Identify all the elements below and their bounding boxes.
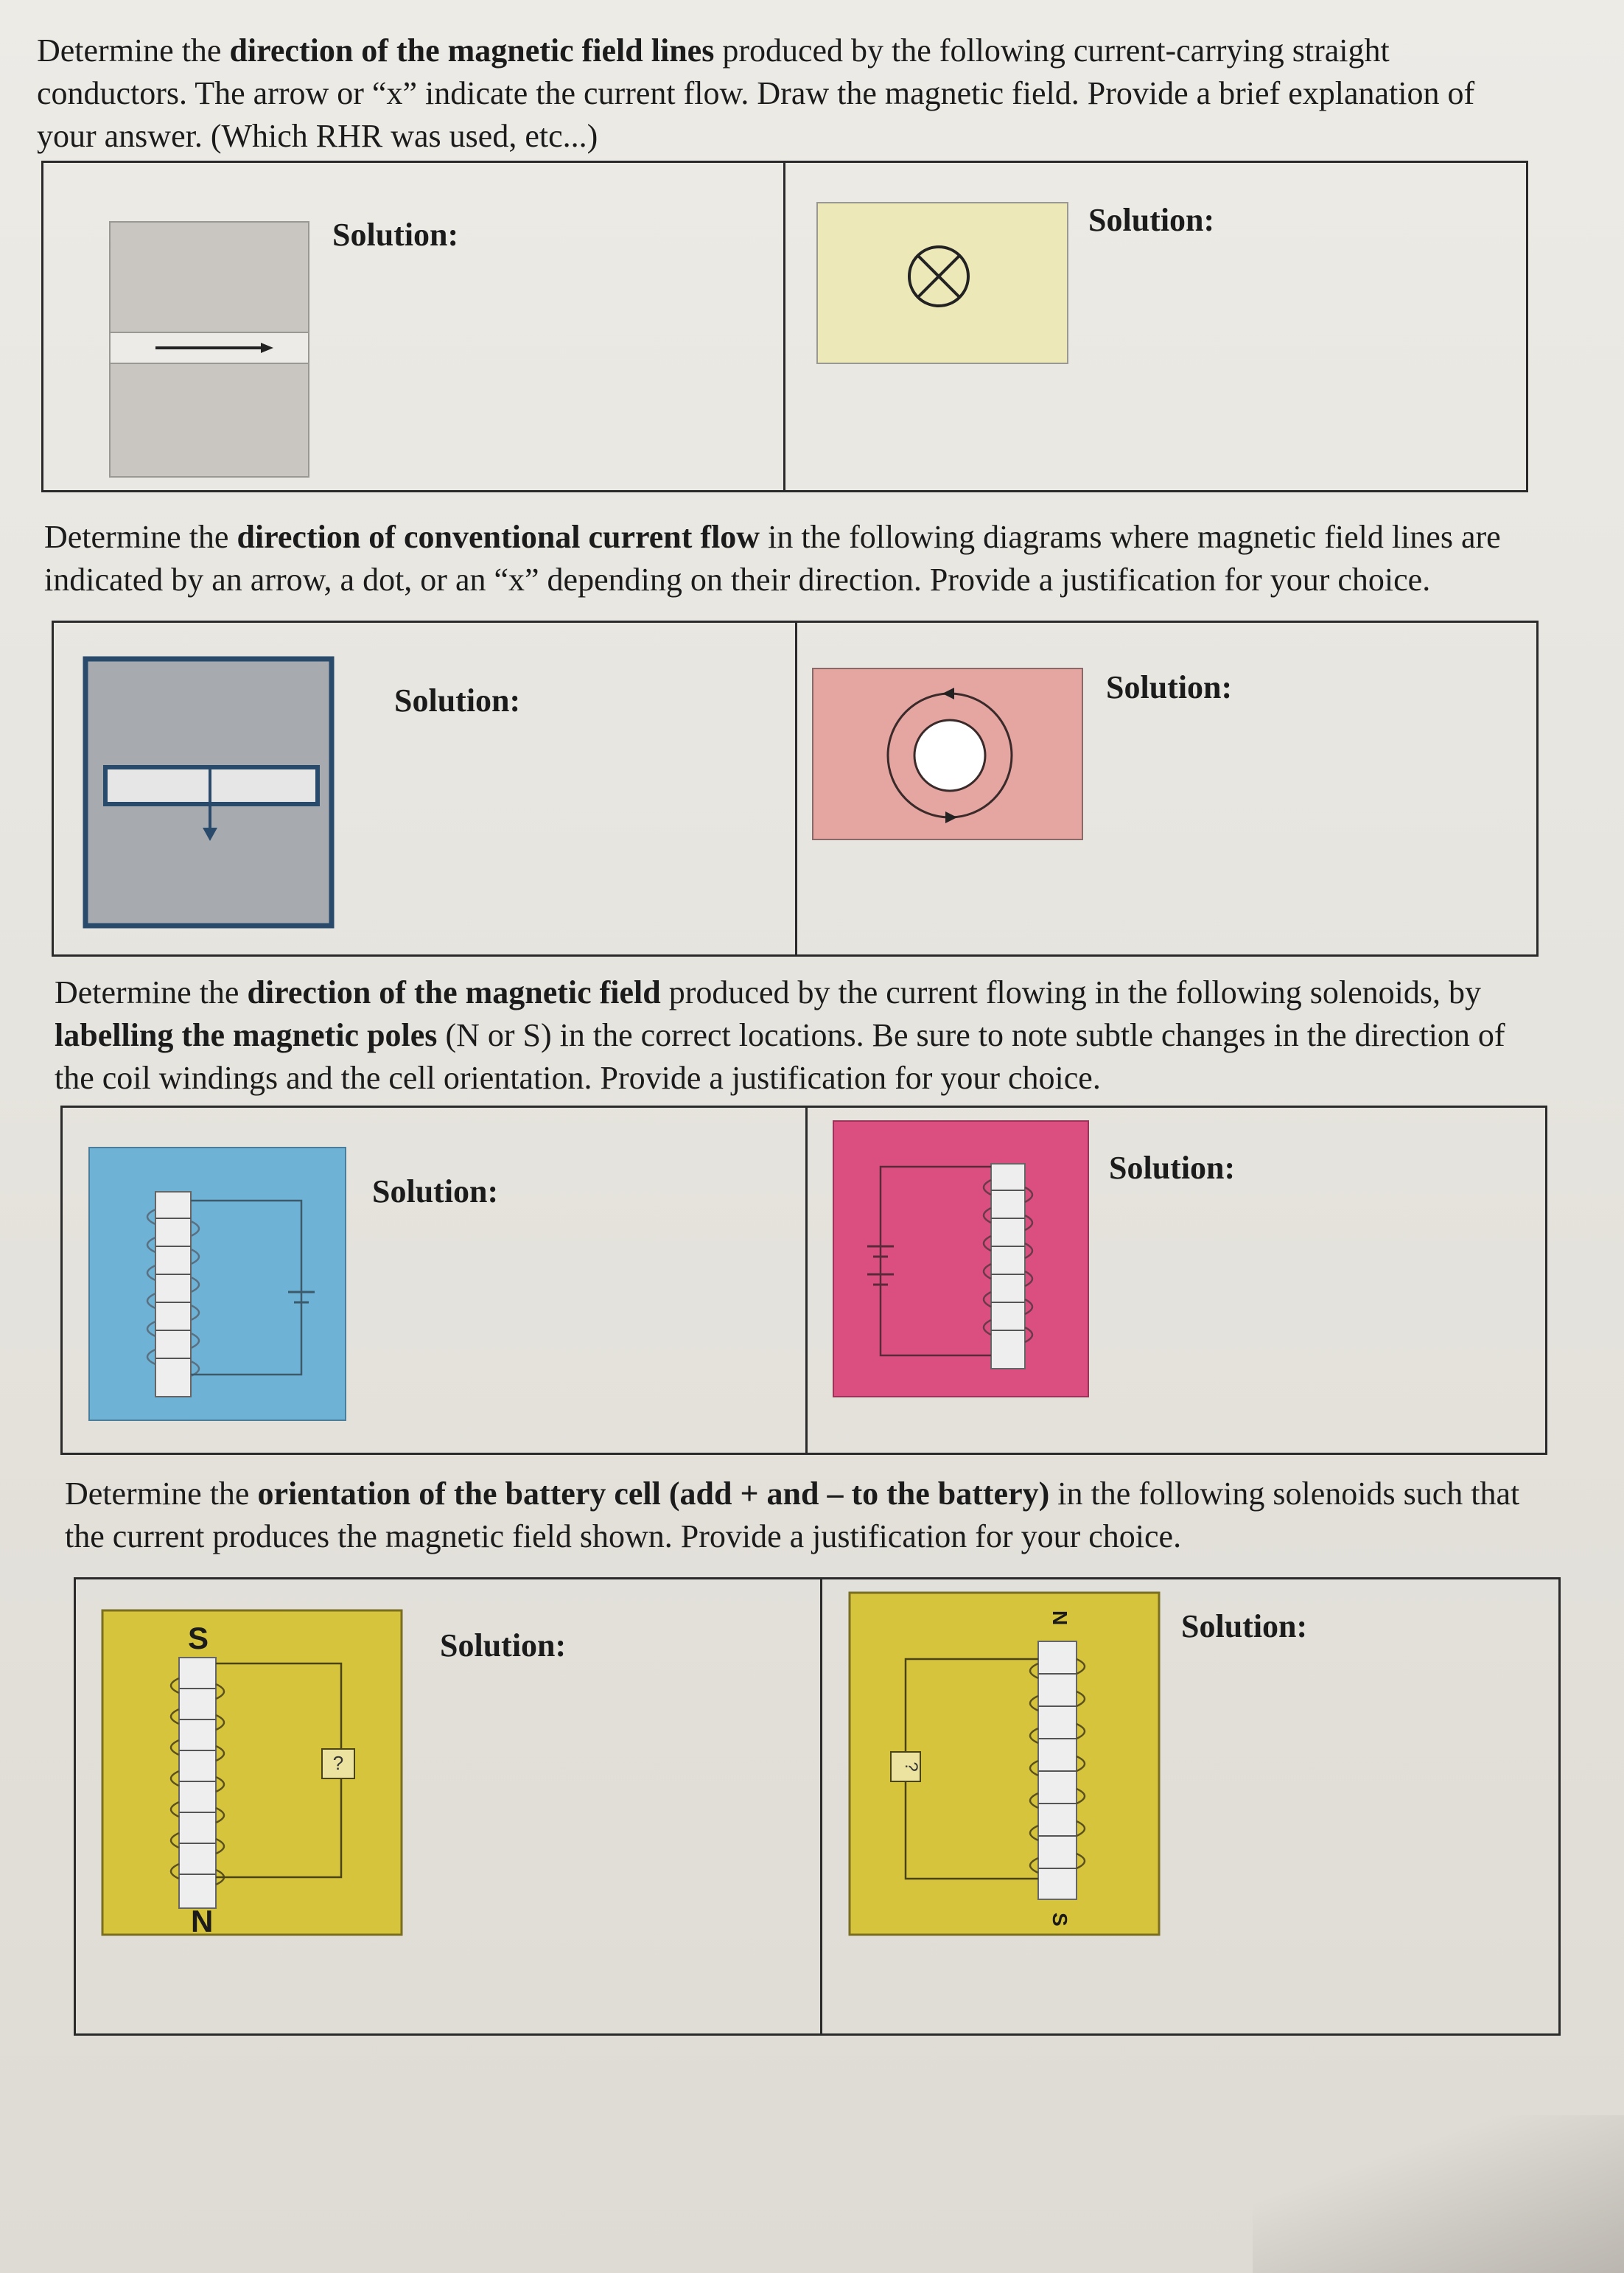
section2-intro-bold: direction of conventional current flow xyxy=(237,519,760,555)
section3-intro-bold2: labelling the magnetic poles xyxy=(55,1017,438,1053)
section2-solution-left: Solution: xyxy=(394,682,521,719)
right-pole-bottom: S xyxy=(1049,1913,1071,1927)
section3-solution-left: Solution: xyxy=(372,1173,499,1209)
section4-solution-right: Solution: xyxy=(1181,1608,1308,1644)
section3-intro-post: (N or S) in the correct locations. Be sure to note subtle changes in the direction of the coil windings and the cell orientation. Provide a justification for your choice. xyxy=(55,1017,1505,1096)
section2-intro-post: in the following diagrams where magnetic field lines are indicated by an arrow, a dot, or an “x” depending on their direction. Provide a justification for your choice. xyxy=(44,519,1501,598)
section1-intro-bold: direction of the magnetic field lines xyxy=(229,32,715,69)
section2-solution-right: Solution: xyxy=(1106,669,1233,705)
section3-intro-bold: direction of the magnetic field xyxy=(247,974,661,1010)
section1-solution-right: Solution: xyxy=(1088,202,1215,238)
section2-intro-pre: Determine the xyxy=(44,519,237,555)
section4-divider xyxy=(820,1579,822,2033)
section1-table xyxy=(41,161,1528,492)
section4-instructions xyxy=(65,1473,1561,1558)
section3-divider xyxy=(805,1108,808,1453)
section4-table xyxy=(74,1577,1561,2036)
yellow-solenoid-left-diagram xyxy=(102,1610,402,1938)
section2-divider xyxy=(795,623,797,954)
yellow-solenoid-right-diagram xyxy=(850,1593,1159,1935)
pink-solenoid-diagram xyxy=(833,1121,1088,1397)
circular-field-diagram xyxy=(813,668,1082,839)
section3-solution-right: Solution: xyxy=(1109,1150,1236,1186)
section3-intro-pre: Determine the xyxy=(55,974,248,1010)
current-into-page-diagram xyxy=(817,203,1068,363)
section1-divider xyxy=(783,163,785,490)
left-pole-top: S xyxy=(188,1621,209,1655)
section4-intro-bold: orientation of the battery cell (add + and – to the battery) xyxy=(257,1476,1050,1512)
blue-solenoid-diagram xyxy=(89,1148,346,1420)
section1-instructions xyxy=(37,29,1525,158)
section4-solution-left: Solution: xyxy=(440,1627,567,1663)
left-pole-bottom: N xyxy=(191,1904,214,1938)
right-pole-top: N xyxy=(1049,1610,1071,1626)
right-unknown-cell: ? xyxy=(901,1762,921,1772)
section2-table xyxy=(52,621,1539,957)
section1-solution-left: Solution: xyxy=(332,217,459,253)
left-unknown-cell: ? xyxy=(332,1752,344,1774)
section4-intro-pre: Determine the xyxy=(65,1476,258,1512)
section3-intro-mid: produced by the current flowing in the following solenoids, by xyxy=(660,974,1481,1010)
straight-wire-diagram xyxy=(110,222,309,477)
section3-table xyxy=(60,1106,1547,1455)
section1-intro-pre: Determine the xyxy=(37,32,230,69)
section4-intro-post: in the following solenoids such that the current produces the magnetic field shown. Provide a justification for your choice. xyxy=(65,1476,1520,1554)
section1-intro-post: produced by the following current-carrying straight conductors. The arrow or “x” indicate the current flow. Draw the magnetic field. Provide a brief explanation of your answer. (Which RHR was used, etc...) xyxy=(37,32,1475,154)
section2-instructions xyxy=(44,516,1533,601)
section3-instructions xyxy=(55,971,1543,1100)
page-shadow xyxy=(1253,2115,1624,2273)
field-arrow-down-diagram xyxy=(83,657,334,928)
